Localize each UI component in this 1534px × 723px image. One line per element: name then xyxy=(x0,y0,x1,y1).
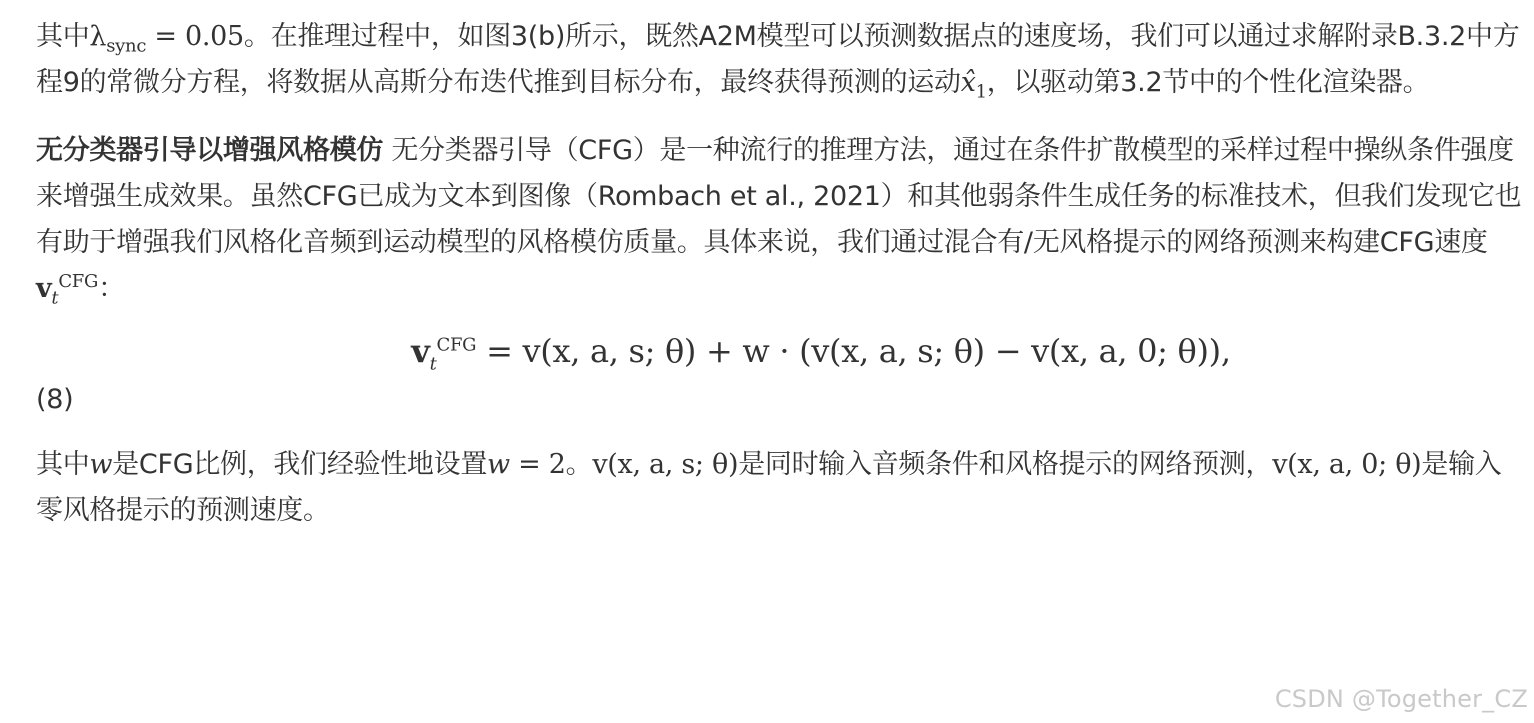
paragraph-text: ，以驱动第3.2节中的个性化渲染器。 xyxy=(986,67,1430,98)
equation-lhs: v xyxy=(411,332,430,370)
x-hat-subscript: 1 xyxy=(975,81,987,103)
paragraph-text: 无分类器引导（CFG）是一种流行的推理方法，通过在条件扩散模型的采样过程中操纵条件强度来增强生成效果。虽然CFG已成为文本到图像（Rombach et al., 2021）和其他弱条件生成任务的标准技术，但我们发现它也有助于增强我们风格化音频到运动模型的风格模仿质量。具体来说，我们通过混合有/无风格提示的网络预测来构建CFG速度 xyxy=(36,135,1522,258)
v-subscript: t xyxy=(51,287,59,309)
v-symbol: v xyxy=(36,273,52,304)
w-symbol: w xyxy=(89,449,113,480)
prediction-with-style: v(x, a, s; θ) xyxy=(592,449,739,480)
paragraph-cfg xyxy=(36,128,1526,312)
v-superscript: CFG xyxy=(58,271,99,292)
equation-lhs-subscript: t xyxy=(429,353,437,375)
paragraph-text: 是输入零风格提示的预测速度。 xyxy=(36,449,1502,526)
w-value: = 2 xyxy=(509,449,566,480)
paragraph-text: 是同时输入音频条件和风格提示的网络预测， xyxy=(738,449,1273,480)
paragraph-text: ： xyxy=(98,273,125,304)
lambda-value: = 0.05 xyxy=(146,21,244,52)
lambda-subscript: sync xyxy=(106,35,147,57)
paragraph-text: 。 xyxy=(565,449,593,480)
paragraph-cfg-scale xyxy=(36,442,1526,534)
paragraph-text: 。在推理过程中，如图3(b)所示，既然A2M模型可以预测数据点的速度场，我们可以通过求解附录B.3.2中方程9的常微分方程，将数据从高斯分布迭代推到目标分布，最终获得预测的运动 xyxy=(36,21,1520,98)
equation-lhs-superscript: CFG xyxy=(436,334,477,356)
prediction-zero-style: v(x, a, 0; θ) xyxy=(1272,449,1422,480)
csdn-watermark: CSDN @Together_CZ xyxy=(1274,685,1528,713)
paragraph-text: 其中 xyxy=(36,21,90,52)
lambda-symbol: λ xyxy=(89,21,107,52)
equation-cfg xyxy=(36,322,1526,380)
x-hat-symbol: x̂ xyxy=(960,67,976,98)
equation-number: (8) xyxy=(36,384,74,415)
section-heading: 无分类器引导以增强风格模仿 xyxy=(36,135,384,166)
paragraph-text: 其中 xyxy=(36,449,90,480)
paragraph-text: 是CFG比例，我们经验性地设置 xyxy=(112,449,488,480)
article-body xyxy=(36,14,1526,534)
w-symbol: w xyxy=(487,449,510,480)
equation-rhs: = v(x, a, s; θ) + w · (v(x, a, s; θ) − v(x, a, 0; θ)), xyxy=(476,332,1231,370)
paragraph-inference xyxy=(36,14,1526,106)
